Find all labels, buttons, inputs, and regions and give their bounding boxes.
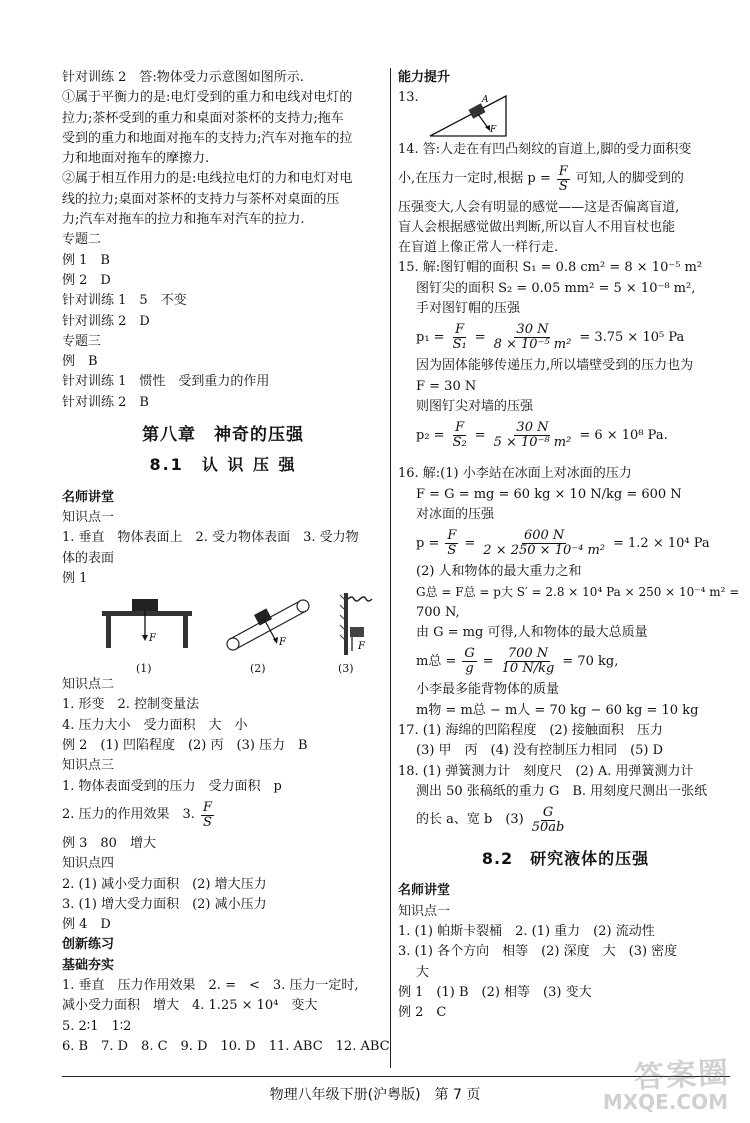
text-line: 2. (1) 减小受力面积 (2) 增大压力 <box>62 876 267 892</box>
text-line: G总 = F总 = p大 S′ = 2.8 × 10⁴ Pa × 250 × 10⁻⁴ m² = <box>416 585 740 600</box>
subheading: 基础夯实 <box>62 957 115 973</box>
text-line: 减小受力面积 增大 4. 1.25 × 10⁴ 变大 <box>62 998 318 1014</box>
knowledge-point: 知识点一 <box>398 903 451 919</box>
text-line: 可知,人的脚受到的 <box>575 170 684 186</box>
text-line: 测出 50 张稿纸的重力 G B. 用刻度尺测出一张纸 <box>416 783 708 799</box>
text-line: 针对训练 1 惯性 受到重力的作用 <box>62 374 270 390</box>
fraction <box>451 323 469 352</box>
text-line: 体的表面 <box>62 550 115 566</box>
denominator: 10 N/kg <box>501 661 555 677</box>
fraction <box>481 529 607 558</box>
formula-line <box>398 421 733 450</box>
incline-diagram <box>426 88 516 140</box>
text-line: 例 1 (1) B (2) 相等 (3) 变大 <box>398 984 592 1000</box>
text-line: 例 2 C <box>398 1005 447 1021</box>
text-line: 图钉尖的面积 S₂ = 0.05 mm² = 5 × 10⁻⁸ m², <box>416 280 696 296</box>
denominator: g <box>465 661 474 677</box>
text-line: 小,在压力一定时,根据 p = <box>398 170 551 186</box>
knowledge-point: 知识点三 <box>62 758 115 774</box>
text-line: 1. (1) 帕斯卡裂桶 2. (1) 重力 (2) 流动性 <box>398 924 655 940</box>
text-line: 700 N, <box>416 604 460 620</box>
denominator: 8 × 10⁻⁵ m² <box>493 337 572 353</box>
force-label: F <box>149 633 156 645</box>
text-line: 线的拉力;桌面对茶杯的支持力与茶杯对桌面的压 <box>62 191 340 207</box>
text-line: 15. 解:图钉帽的面积 S₁ = 0.8 cm² = 8 × 10⁻⁵ m² <box>398 260 703 276</box>
text-line: 16. 解:(1) 小李站在冰面上对冰面的压力 <box>398 466 632 482</box>
text-line: 对冰面的压强 <box>416 506 495 522</box>
subheading: 名师讲堂 <box>398 883 451 899</box>
text-line: 3. (1) 增大受力面积 (2) 减小压力 <box>62 896 267 912</box>
text-line: (3) 甲 丙 (4) 没有控制压力相同 (5) D <box>416 743 664 759</box>
numerator: 30 N <box>516 420 549 436</box>
text-line: 在盲道上像正常人一样行走. <box>398 240 559 256</box>
force-diagrams <box>62 591 384 676</box>
subheading: 能力提升 <box>398 70 451 85</box>
denominator: 5 × 10⁻⁸ m² <box>493 435 572 451</box>
figure-caption: (2) <box>250 662 266 676</box>
text-line: 针对训练 2 答:物体受力示意图如图所示. <box>62 70 304 85</box>
text-line: 例 1 B <box>62 252 110 268</box>
column-divider <box>390 68 391 1068</box>
numerator: 700 N <box>507 646 549 662</box>
formula-line <box>398 647 733 676</box>
text-line: 针对训练 2 D <box>62 313 150 329</box>
formula-lhs: p₂ = <box>416 427 445 443</box>
left-column <box>62 68 390 1057</box>
formula-line <box>398 806 733 835</box>
text-line: 力;汽车对拖车的拉力和拖车对汽车的拉力. <box>62 212 305 228</box>
text-line: 压强变大,人会有明显的感觉——这是否偏离盲道, <box>398 199 680 215</box>
text-line: 4. 压力大小 受力面积 大 小 <box>62 717 248 733</box>
fraction <box>492 421 574 450</box>
page-footer: 物理八年级下册(沪粤版) 第 7 页 <box>269 1087 481 1103</box>
denominator: 2 × 250 × 10⁻⁴ m² <box>483 543 605 559</box>
fraction <box>557 165 570 194</box>
text-line: 针对训练 1 5 不变 <box>62 293 187 309</box>
text-line: 专题三 <box>62 333 102 349</box>
right-column <box>398 68 740 1024</box>
denominator: S <box>203 814 212 830</box>
question-number: 13. <box>398 90 419 106</box>
fraction <box>445 529 458 558</box>
formula-result: = 1.2 × 10⁴ Pa <box>612 535 710 551</box>
knowledge-point: 知识点四 <box>62 856 115 872</box>
text-line: 手对图钉帽的压强 <box>416 301 521 317</box>
knowledge-point: 知识点一 <box>62 509 115 525</box>
denominator: S <box>447 543 457 559</box>
text-line: 6. B 7. D 8. C 9. D 10. D 11. ABC 12. ABC <box>62 1038 390 1054</box>
numerator: G <box>464 646 475 662</box>
figure-caption: (3) <box>338 662 354 676</box>
denominator: S <box>558 178 568 194</box>
numerator: F <box>455 420 465 436</box>
numerator: F <box>447 528 457 544</box>
text-line: 例 2 D <box>62 272 111 288</box>
numerator: 30 N <box>516 322 549 338</box>
text-line: 盲人会根据感觉做出判断,所以盲人不用盲杖也能 <box>398 219 676 235</box>
formula-line <box>398 529 733 558</box>
section-title: 8.2 研究液体的压强 <box>481 849 650 869</box>
text-line: 1. 物体表面受到的压力 受力面积 p <box>62 778 282 794</box>
formula-line <box>398 165 733 194</box>
fraction <box>201 801 214 830</box>
denominator: 50ab <box>531 820 565 836</box>
text-line: 14. 答:人走在有凹凸刻纹的盲道上,脚的受力面积变 <box>398 142 692 158</box>
equals-sign: = <box>464 535 476 551</box>
text-line: 的长 a、宽 b (3) <box>416 812 524 828</box>
text-line: 17. (1) 海绵的凹陷程度 (2) 接触面积 压力 <box>398 722 663 738</box>
text-line: 针对训练 2 B <box>62 394 149 410</box>
equals-sign: = <box>482 653 494 669</box>
numerator: 600 N <box>523 528 565 544</box>
fraction <box>530 806 567 835</box>
text-line: 例 1 <box>62 570 88 586</box>
text-line: 小李最多能背物体的质量 <box>416 682 560 698</box>
formula-line <box>62 801 384 830</box>
chapter-title: 第八章 神奇的压强 <box>142 425 304 446</box>
fraction <box>500 647 557 676</box>
text-line: 2. 压力的作用效果 3. <box>62 807 195 823</box>
formula-result: = 6 × 10⁸ Pa. <box>579 427 668 443</box>
equals-sign: = <box>474 329 486 345</box>
formula-lhs: p₁ = <box>416 329 445 345</box>
watermark-site: MXQE.COM <box>602 1090 728 1114</box>
subheading: 名师讲堂 <box>62 489 115 505</box>
text-line: 例 2 (1) 凹陷程度 (2) 丙 (3) 压力 B <box>62 738 308 754</box>
fraction <box>462 647 476 676</box>
text-line: 力和地面对拖车的摩擦力. <box>62 151 210 167</box>
text-line: 专题二 <box>62 232 102 248</box>
text-line: 大 <box>416 964 430 980</box>
text-line: 拉力;茶杯受到的重力和桌面对茶杯的支持力;拖车 <box>62 110 344 126</box>
text-line: 1. 垂直 压力作用效果 2. = < 3. 压力一定时, <box>62 977 359 993</box>
text-line: 因为固体能够传递压力,所以墙壁受到的压力也为 <box>416 358 694 374</box>
text-line: ①属于平衡力的是:电灯受到的重力和电线对电灯的 <box>62 90 353 106</box>
text-line: F = 30 N <box>416 378 477 394</box>
formula-result: = 3.75 × 10⁵ Pa <box>579 329 685 345</box>
text-line: 例 4 D <box>62 917 111 933</box>
section-title: 8.1 认 识 压 强 <box>149 455 297 475</box>
force-diagram-figure <box>62 591 384 657</box>
text-line: 例 3 80 增大 <box>62 835 156 851</box>
formula-lhs: p = <box>416 535 440 551</box>
numerator: G <box>542 805 554 821</box>
force-label: F <box>279 637 286 649</box>
fraction <box>451 421 469 450</box>
q13-block <box>398 88 733 140</box>
formula-lhs: m总 = <box>416 653 457 669</box>
text-line: (2) 人和物体的最大重力之和 <box>416 564 582 580</box>
text-line: 受到的重力和地面对拖车的支持力;汽车对拖车的拉 <box>62 130 353 146</box>
force-label: F <box>490 125 497 136</box>
text-line: 1. 形变 2. 控制变量法 <box>62 697 200 713</box>
force-label: F <box>358 641 365 653</box>
denominator: S₂ <box>452 435 467 451</box>
numerator: F <box>202 799 212 815</box>
text-line: 5. 2∶1 1∶2 <box>62 1018 132 1034</box>
point-label: A <box>482 95 489 106</box>
numerator: F <box>455 322 465 338</box>
text-line: 3. (1) 各个方向 相等 (2) 深度 大 (3) 密度 <box>398 944 678 960</box>
text-line: 18. (1) 弹簧测力计 刻度尺 (2) A. 用弹簧测力计 <box>398 763 694 779</box>
text-line: ②属于相互作用力的是:电线拉电灯的力和电灯对电 <box>62 171 353 187</box>
numerator: F <box>558 163 568 179</box>
equals-sign: = <box>474 427 486 443</box>
formula-result: = 70 kg, <box>562 653 619 669</box>
fraction <box>492 323 574 352</box>
text-line: 1. 垂直 物体表面上 2. 受力物体表面 3. 受力物 <box>62 530 359 546</box>
text-line: F = G = mg = 60 kg × 10 N/kg = 600 N <box>416 486 682 502</box>
text-line: m物 = m总 − m人 = 70 kg − 60 kg = 10 kg <box>416 702 699 718</box>
subheading: 创新练习 <box>62 937 115 953</box>
text-line: 则图钉尖对墙的压强 <box>416 398 534 414</box>
watermark-logo: 答案圈 <box>633 1055 732 1096</box>
figure-caption: (1) <box>136 662 152 676</box>
formula-line <box>398 323 733 352</box>
knowledge-point: 知识点二 <box>62 677 115 693</box>
text-line: 例 B <box>62 354 98 370</box>
footer-rule <box>62 1076 730 1077</box>
text-line: 由 G = mg 可得,人和物体的最大总质量 <box>416 625 648 641</box>
denominator: S₁ <box>452 337 467 353</box>
